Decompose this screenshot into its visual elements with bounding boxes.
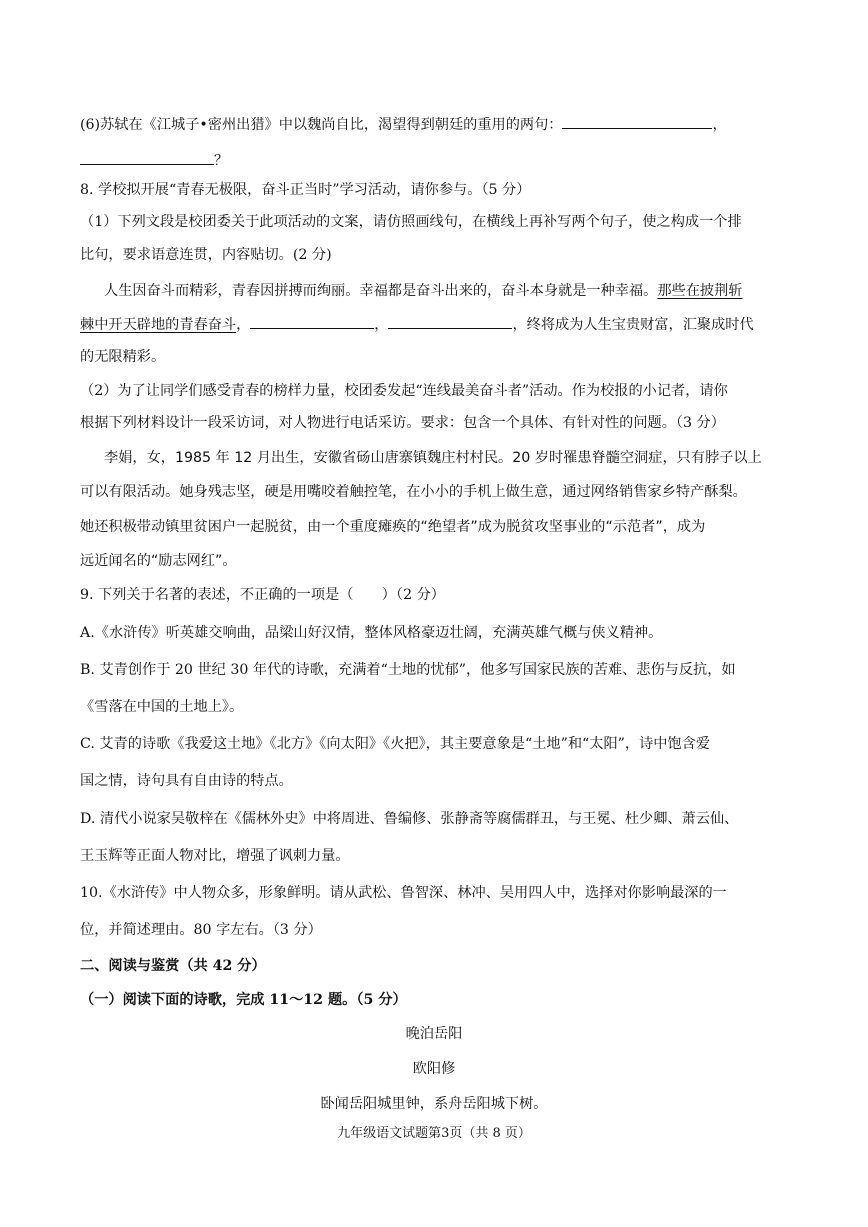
q9-title: 9. 下列关于名著的表述，不正确的一项是（ ）（2 分） [80, 587, 445, 603]
answer-blank[interactable] [388, 314, 512, 329]
poem-author: 欧阳修 [412, 1061, 456, 1077]
q9-option-c-line1: C. 艾青的诗歌《我爱这土地》《北方》《向太阳》《火把》，其主要意象是“土地”和“太阳”，诗中饱含爱 [80, 736, 711, 752]
passage-text: ，终将成为人生宝贵财富，汇聚成时代 [512, 317, 754, 333]
q8-passage-line2 [80, 314, 792, 335]
q9-option-d-line2: 王玉辉等正面人物对比，增强了讽刺力量。 [80, 848, 350, 864]
page-footer: 九年级语文试题第3页（共 8 页） [337, 1126, 531, 1141]
q8-material-line3: 她还积极带动镇里贫困户一起脱贫，由一个重度瘫痪的“绝望者”成为脱贫攻坚事业的“示范者”，成为 [80, 519, 706, 535]
poem-title: 晚泊岳阳 [405, 1026, 463, 1042]
q7-6-text: (6)苏轼在《江城子•密州出猎》中以魏尚自比，渴望得到朝廷的重用的两句： [80, 117, 563, 133]
comma: ， [236, 317, 251, 333]
q8-part1-line2: 比句，要求语意连贯，内容贴切。(2 分) [80, 247, 332, 263]
comma: ， [374, 317, 389, 333]
q8-part2-line2: 根据下列材料设计一段采访词，对人物进行电话采访。要求：包含一个具体、有针对性的问题。（3 分） [80, 415, 725, 431]
answer-blank[interactable] [80, 150, 214, 165]
q9-option-a: A.《水浒传》听英雄交响曲，品梁山好汉情，整体风格豪迈壮阔，充满英雄气概与侠义精神。 [80, 625, 663, 641]
q9-option-b-line2: 《雪落在中国的土地上》。 [80, 699, 244, 715]
q9-option-c-line2: 国之情，诗句具有自由诗的特点。 [80, 773, 293, 789]
passage-text: 人生因奋斗而精彩，青春因拼搏而绚丽。幸福都是奋斗出来的，奋斗本身就是一种幸福。 [104, 283, 658, 299]
q7-6-qmark: ？ [214, 153, 229, 169]
section2-sub1: （一）阅读下面的诗歌，完成 11～12 题。（5 分） [80, 992, 407, 1008]
poem-line1: 卧闻岳阳城里钟，系舟岳阳城下树。 [320, 1096, 548, 1112]
q10-line2: 位，并简述理由。80 字左右。（3 分） [80, 922, 322, 938]
answer-blank[interactable] [250, 314, 374, 329]
q7-6-line2 [80, 150, 792, 171]
q7-6-comma: ， [712, 117, 727, 133]
q9-option-d-line1: D. 清代小说家吴敬梓在《儒林外史》中将周进、鲁编修、张静斋等腐儒群丑，与王冕、杜少卿、萧云仙、 [80, 811, 739, 827]
q10-line1: 10.《水浒传》中人物众多，形象鲜明。请从武松、鲁智深、林冲、吴用四人中，选择对你影响最深的一 [80, 885, 727, 901]
section2-title: 二、阅读与鉴赏（共 42 分） [80, 958, 266, 974]
underlined-sentence: 那些在披荆斩 [657, 283, 743, 299]
q7-6-line [80, 114, 792, 135]
answer-blank[interactable] [562, 114, 712, 129]
q8-title: 8. 学校拟开展“青春无极限，奋斗正当时”学习活动，请你参与。（5 分） [80, 182, 531, 198]
q8-material-line4: 远近闻名的“励志网红”。 [80, 553, 237, 569]
q8-material-line1: 李娟，女，1985 年 12 月出生，安徽省砀山唐寨镇魏庄村村民。20 岁时罹患脊髓空洞症，只有脖子以上 [104, 450, 762, 466]
q8-passage-line3: 的无限精彩。 [80, 349, 166, 365]
q8-passage-line1 [104, 281, 792, 301]
q8-material-line2: 可以有限活动。她身残志坚，硬是用嘴咬着触控笔，在小小的手机上做生意，通过网络销售家乡特产酥梨。 [80, 484, 747, 500]
q8-part1-line1: （1）下列文段是校团委关于此项活动的文案，请仿照画线句，在横线上再补写两个句子，使之构成一个排 [80, 214, 742, 230]
q8-part2-line1: （2）为了让同学们感受青春的榜样力量，校团委发起“连线最美奋斗者”活动。作为校报的小记者，请你 [80, 383, 728, 399]
underlined-sentence: 棘中开天辟地的青春奋斗 [80, 317, 237, 333]
q9-option-b-line1: B. 艾青创作于 20 世纪 30 年代的诗歌，充满着“土地的忧郁”，他多写国家民族的苦难、悲伤与反抗，如 [80, 662, 736, 678]
